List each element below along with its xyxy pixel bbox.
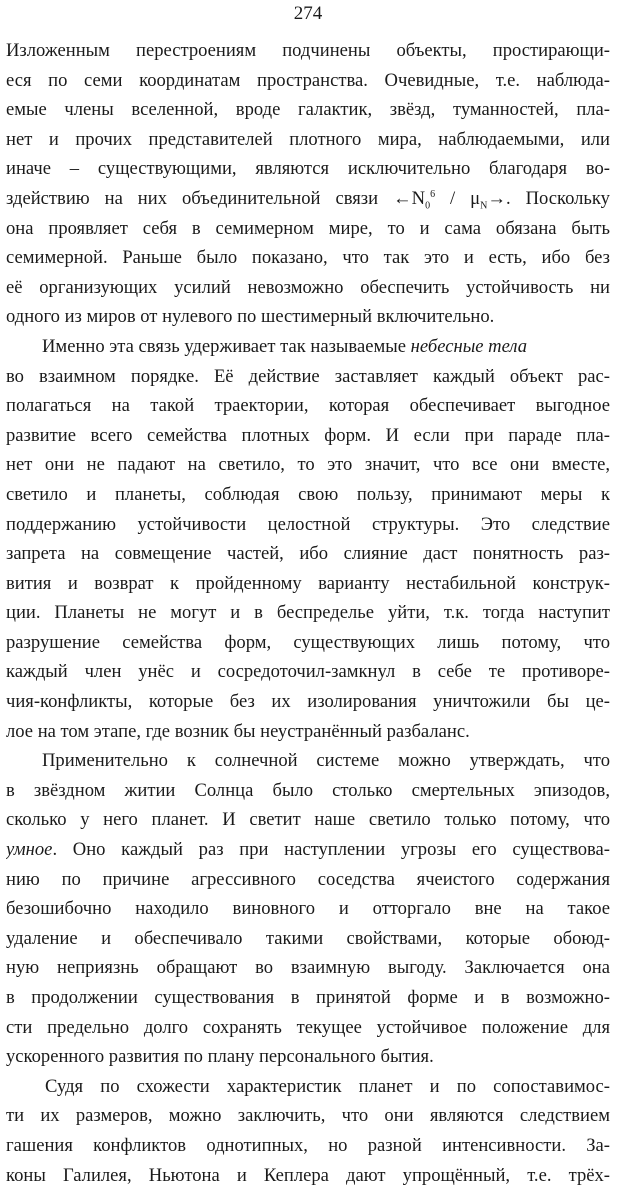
text-line: нет они не падают на светило, то это значит, что все они вместе, bbox=[6, 454, 610, 476]
text-line: семимерной. Раньше было показано, что так это и есть, ибо без bbox=[6, 247, 610, 269]
text-line: сти предельно долго сохранять текущее устойчивое положение для bbox=[6, 1016, 610, 1038]
text-line-with-italic bbox=[6, 332, 610, 362]
text-line: полагаться на такой траектории, которая обеспечивает выгодное bbox=[6, 395, 610, 417]
formula-subscript: 0 bbox=[425, 200, 431, 212]
paragraph-3 bbox=[6, 746, 610, 1072]
italic-phrase: небесные тела bbox=[410, 335, 528, 357]
formula-superscript: 6 bbox=[430, 188, 436, 200]
text-line: ускоренного развития по плану персонального бытия. bbox=[6, 1046, 434, 1068]
text-segment: здействию на них объединительной связи ←N bbox=[6, 187, 426, 209]
text-line: еся по семи координатам пространства. Очевидные, т.е. наблюда- bbox=[6, 69, 610, 91]
text-segment: . Оно каждый раз при наступлении угрозы его существова- bbox=[52, 839, 610, 861]
italic-word: умное bbox=[6, 839, 53, 861]
text-line: она проявляет себя в семимерном мире, то и сама обязана быть bbox=[6, 217, 610, 239]
formula-subscript-n: N bbox=[480, 200, 488, 212]
text-line: гашения конфликтов однотипных, но разной интенсивности. За- bbox=[6, 1134, 610, 1156]
text-line: запрета на совмещение частей, ибо слияние даст понятность раз- bbox=[6, 543, 610, 565]
text-line: нет и прочих представителей плотного мира, наблюдаемыми, или bbox=[6, 128, 610, 150]
text-line: Изложенным перестроениям подчинены объекты, простирающи- bbox=[6, 40, 610, 61]
text-segment: Именно эта связь удерживает так называемые bbox=[42, 335, 406, 357]
text-line: Применительно к солнечной системе можно утверждать, что bbox=[42, 750, 610, 772]
text-line: ти их размеров, можно заключить, что они являются следствием bbox=[6, 1105, 610, 1127]
text-line: разрушение семейства форм, существующих лишь потому, что bbox=[6, 631, 610, 653]
text-line: нию по причине агрессивного соседства ячеистого содержания bbox=[6, 868, 610, 890]
paragraph-1 bbox=[6, 36, 610, 332]
text-line: в звёздном житии Солнца было столько смертельных эпизодов, bbox=[6, 779, 610, 801]
text-line: сколько у него планет. И светит наше светило только потому, что bbox=[6, 809, 610, 831]
text-line-with-formula bbox=[6, 184, 610, 214]
text-line: одного из миров от нулевого по шестимерный включительно. bbox=[6, 306, 495, 328]
text-line: Судя по схожести характеристик планет и по сопоставимос- bbox=[45, 1075, 610, 1097]
text-line: поддержанию устойчивости целостной структуры. Это следствие bbox=[6, 513, 610, 535]
text-line: чия-конфликты, которые без их изолирования уничтожили бы це- bbox=[6, 691, 610, 713]
text-line: каждый член унёс и сосредоточил-замкнул в себе те противоре- bbox=[6, 661, 610, 683]
text-line: удаление и обеспечивало такими свойствами, которые обоюд- bbox=[6, 927, 610, 949]
text-line: ную неприязнь обращают во взаимную выгоду. Заключается она bbox=[6, 957, 610, 979]
text-line: вития и возврат к пройденному варианту нестабильной конструк- bbox=[6, 572, 610, 594]
text-segment: →. Поскольку bbox=[487, 187, 610, 209]
formula-mu: / μ bbox=[435, 187, 481, 209]
paragraph-4 bbox=[6, 1072, 610, 1190]
text-line: развитие всего семейства плотных форм. И если при параде пла- bbox=[6, 424, 610, 446]
text-line: емые члены вселенной, вроде галактик, звёзд, туманностей, пла- bbox=[6, 99, 610, 121]
page-number: 274 bbox=[293, 3, 323, 24]
text-line: во взаимном порядке. Её действие заставляет каждый объект рас- bbox=[6, 365, 610, 387]
text-line: коны Галилея, Ньютона и Кеплера дают упрощённый, т.е. трёх- bbox=[6, 1164, 610, 1186]
text-line: её организующих усилий невозможно обеспечить устойчивость ни bbox=[6, 276, 610, 298]
text-line-with-italic bbox=[6, 835, 610, 865]
text-line: иначе – существующими, являются исключительно благодаря во- bbox=[6, 158, 610, 180]
text-line: безошибочно находило виновного и отторгало вне на такое bbox=[6, 898, 610, 920]
text-line: в продолжении существования в принятой форме и в возможно- bbox=[6, 987, 610, 1008]
text-line: лое на том этапе, где возник бы неустранённый разбаланс. bbox=[6, 720, 470, 742]
paragraph-2 bbox=[6, 332, 610, 746]
text-line: светило и планеты, соблюдая свою пользу, принимают меры к bbox=[6, 483, 610, 505]
text-line: ции. Планеты не могут и в беспределье уйти, т.к. тогда наступит bbox=[6, 602, 610, 624]
